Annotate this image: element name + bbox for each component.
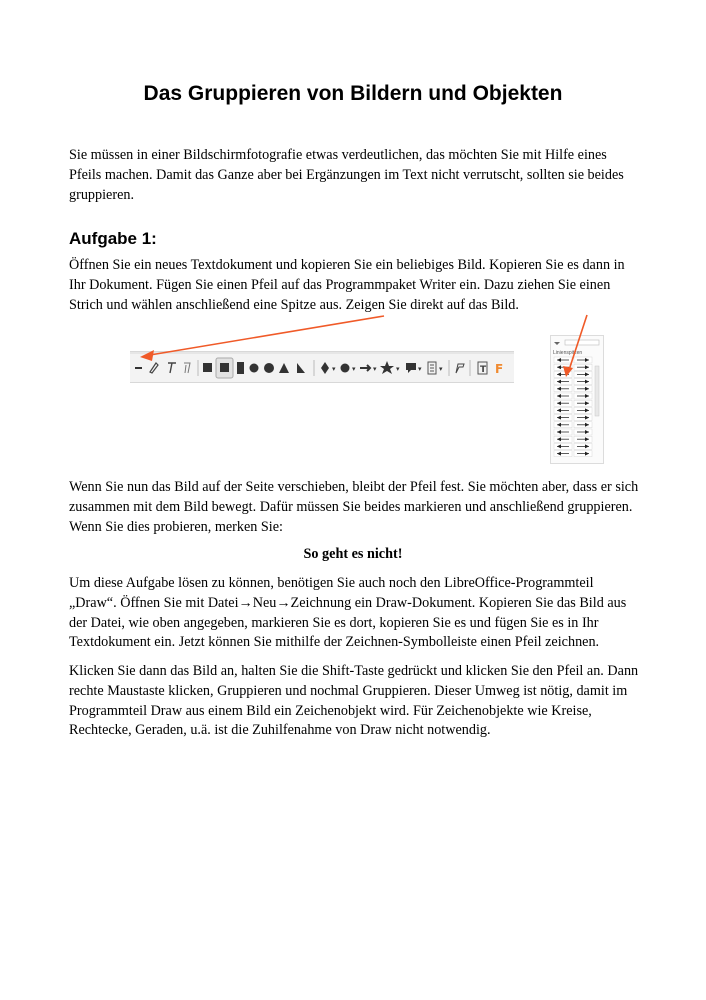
fontwork-icon: F (495, 362, 504, 376)
warning-text: So geht es nicht! (303, 546, 403, 562)
task-heading: Aufgabe 1: (69, 229, 157, 248)
page-title: Das Gruppieren von Bildern und Objekten (143, 82, 563, 105)
svg-text:▾: ▾ (373, 365, 377, 373)
task-paragraph: Öffnen Sie ein neues Textdokument und kopieren Sie ein beliebiges Bild. Kopieren Sie es dann in Ihr Dokument. Fügen Sie einen Pfeil auf das Programmpaket Writer ein. Dazu ziehen Sie einen Strich und wählen anschließend eine Spitze aus. Zeigen Sie direkt auf das Bild. (69, 257, 625, 313)
svg-text:▾: ▾ (439, 365, 443, 373)
svg-text:▾: ▾ (418, 365, 422, 373)
solution-paragraph: Um diese Aufgabe lösen zu können, benötigen Sie auch noch den LibreOffice-Programmteil „Draw“. Öffnen Sie mit Datei→Neu→Zeichnung ein Draw-Dokument. Kopieren Sie das Bild aus der Datei, wie oben angegeben, markieren Sie es dort, kopieren Sie es und fügen Sie es in Ihr Textdokument ein. Jetzt können Sie mithilfe der Zeichnen-Symbolleiste einen Pfeil zeichnen. (69, 575, 627, 651)
after-figure-paragraph: Wenn Sie nun das Bild auf der Seite verschieben, bleibt der Pfeil fest. Sie möchten aber, dass er sich zusammen mit dem Bild bewegt. Dafür müssen Sie beides markieren und anschließend gruppieren. Wenn Sie dies probieren, merken Sie: (69, 479, 639, 535)
svg-text:▾: ▾ (352, 365, 356, 373)
arrow-panel-label: Linienspitzen (553, 350, 583, 356)
final-paragraph: Klicken Sie dann das Bild an, halten Sie die Shift-Taste gedrückt und klicken Sie den Pfeil an. Dann rechte Maustaste klicken, Gruppieren und nochmal Gruppieren. Dieser Umweg ist nötig, damit im Programmteil Draw aus einem Bild ein Zeichenobjekt wird. Für Zeichenobjekte wie Kreise, Rechtecke, Geraden, u.ä. ist die Zuhilfenahme von Draw nicht notwendig. (69, 663, 639, 739)
pointer-arrow-panel (569, 315, 587, 370)
intro-paragraph: Sie müssen in einer Bildschirmfotografie etwas verdeutlichen, das möchten Sie mit Hilfe eines Pfeils machen. Damit das Ganze aber bei Ergänzungen im Text nicht verrutscht, sollten sie beides gruppieren. (69, 147, 624, 203)
pointer-arrow-toolbar (150, 316, 384, 355)
svg-text:T: T (480, 365, 487, 375)
svg-text:▾: ▾ (332, 365, 336, 373)
svg-text:▾: ▾ (396, 365, 400, 373)
